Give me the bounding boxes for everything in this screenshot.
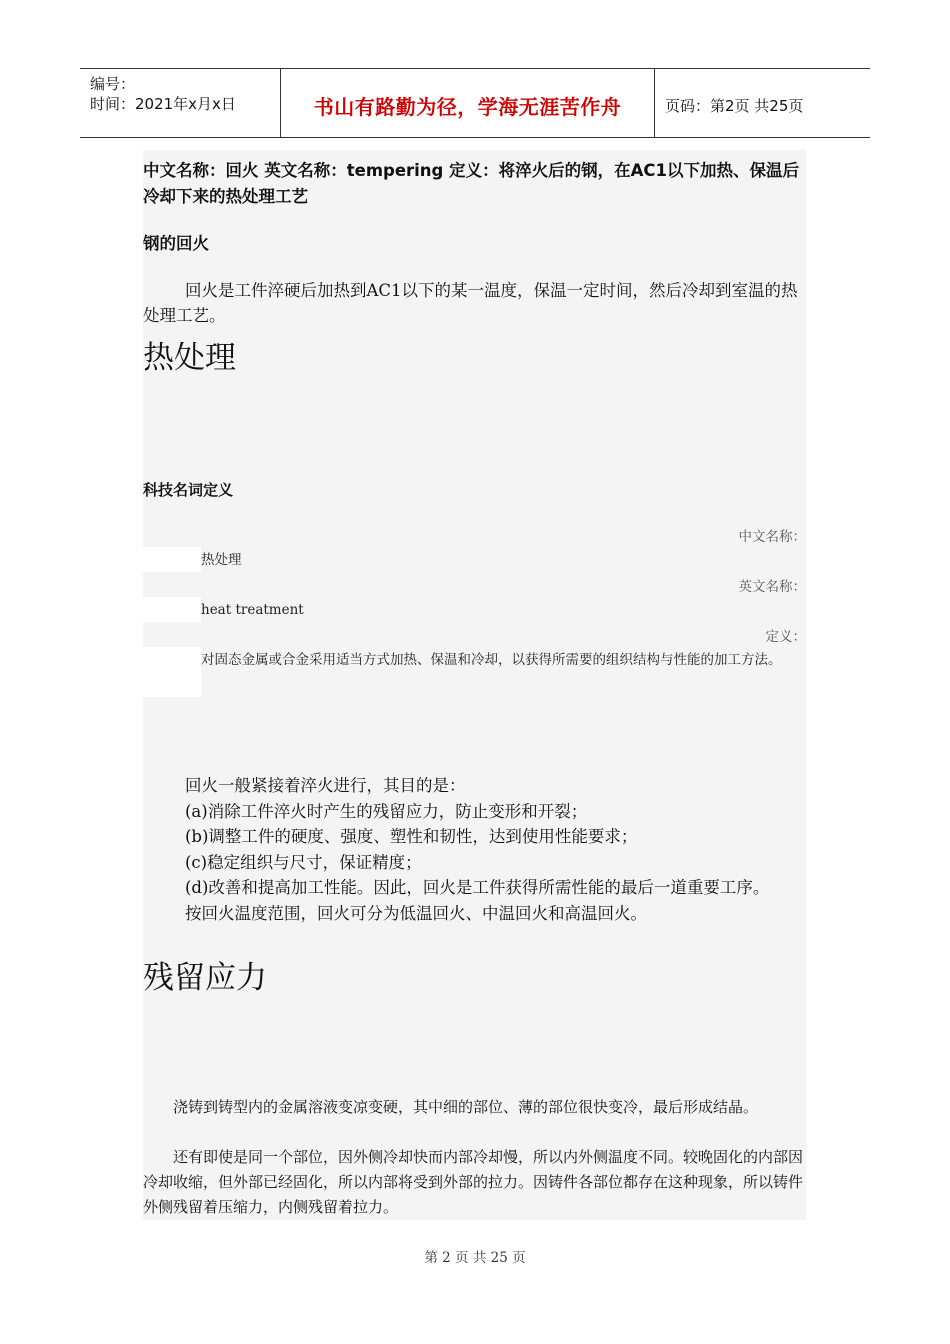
tempering-paragraph: 回火是工件淬硬后加热到AC1以下的某一温度，保温一定时间，然后冷却到室温的热处理工艺。: [143, 281, 798, 325]
term-definition-heading: 科技名词定义: [143, 481, 234, 499]
header-motto: 书山有路勤为径，学海无涯苦作舟: [313, 95, 622, 119]
en-name-value: heat treatment: [201, 602, 304, 618]
residual-paragraph-2: 还有即使是同一个部位，因外侧冷却快而内部冷却慢，所以内外侧温度不同。较晚固化的内部因冷却收缩，但外部已经固化，所以内部将受到外部的拉力。因铸件各部位都存在这种现象，所以铸件外侧残留着压缩力，内侧残留着拉力。: [143, 1148, 804, 1216]
header-motto-cell: [281, 69, 655, 137]
spacer: [143, 597, 201, 622]
tempering-definition: 中文名称：回火 英文名称：tempering 定义：将淬火后的钢，在AC1以下加热、保温后冷却下来的热处理工艺: [143, 161, 799, 206]
purpose-item-c: (c)稳定组织与尺寸，保证精度；: [185, 852, 422, 872]
cn-name-value: 热处理: [201, 552, 242, 568]
definition-value: 对固态金属或合金采用适当方式加热、保温和冷却，以获得所需要的组织结构与性能的加工方法。: [201, 652, 782, 668]
document-header: [80, 68, 870, 138]
purpose-item-a: (a)消除工件淬火时产生的残留应力，防止变形和开裂；: [185, 801, 588, 821]
header-page-cell: [655, 69, 870, 137]
purpose-item-b: (b)调整工件的硬度、强度、塑性和韧性，达到使用性能要求；: [185, 827, 638, 846]
heading-heat-treatment: 热处理: [143, 340, 236, 376]
header-page-label: 页码：第2页 共25页: [665, 97, 804, 115]
spacer: [143, 647, 201, 697]
purpose-intro: 回火一般紧接着淬火进行，其目的是：: [185, 776, 466, 795]
en-name-label: 英文名称：: [738, 579, 806, 595]
tempering-purpose-list: [143, 773, 806, 926]
purpose-item-d: (d)改善和提高加工性能。因此，回火是工件获得所需性能的最后一道重要工序。: [185, 878, 770, 897]
spacer: [143, 547, 201, 572]
tempering-classification: 按回火温度范围，回火可分为低温回火、中温回火和高温回火。: [185, 903, 647, 923]
cn-name-label: 中文名称：: [738, 529, 806, 545]
residual-paragraph-1: 浇铸到铸型内的金属溶液变凉变硬，其中细的部位、薄的部位很快变冷，最后形成结晶。: [173, 1098, 759, 1116]
header-meta-cell: [80, 69, 281, 137]
heading-residual-stress: 残留应力: [143, 960, 267, 996]
page-footer: 第 2 页 共 25 页: [424, 1250, 526, 1266]
code-label: 编号：: [90, 75, 136, 93]
definition-label: 定义：: [765, 629, 806, 645]
time-label: 时间：2021年x月x日: [90, 95, 236, 113]
section-subtitle-steel-tempering: 钢的回火: [143, 234, 209, 253]
